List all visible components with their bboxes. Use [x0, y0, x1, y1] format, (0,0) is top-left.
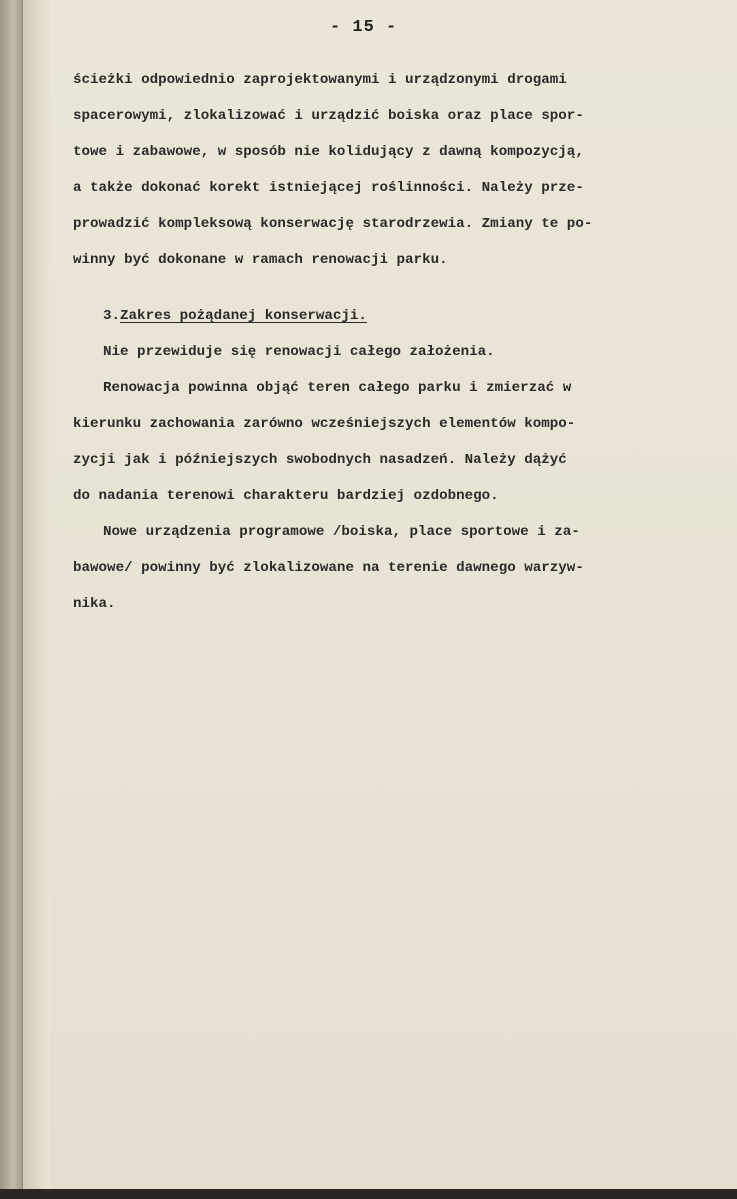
paragraph-1-line: a także dokonać korekt istniejącej roślinności. Należy prze-	[73, 180, 584, 196]
section-heading	[73, 298, 713, 334]
paragraph-1-line: winny być dokonane w ramach renowacji parku.	[73, 252, 448, 268]
document-page	[50, 0, 737, 1199]
adjacent-page-edge	[0, 0, 22, 1199]
page-number: - 15 -	[330, 18, 398, 37]
paragraph-1-line: towe i zabawowe, w sposób nie kolidujący z dawną kompozycją,	[73, 144, 584, 160]
paragraph-3-line: kierunku zachowania zarówno wcześniejszych elementów kompo-	[73, 416, 576, 432]
document-body	[73, 62, 713, 622]
paragraph-3-line: Renowacja powinna objąć teren całego parku i zmierzać w	[103, 380, 572, 396]
paragraph-4-line: bawowe/ powinny być zlokalizowane na terenie dawnego warzyw-	[73, 560, 584, 576]
scan-bottom-edge	[0, 1189, 737, 1199]
paragraph-1-line: spacerowymi, zlokalizować i urządzić boiska oraz place spor-	[73, 108, 584, 124]
paragraph-1-line: prowadzić kompleksową konserwację starodrzewia. Zmiany te po-	[73, 216, 593, 232]
paragraph-3-line: do nadania terenowi charakteru bardziej ozdobnego.	[73, 488, 499, 504]
paragraph-4-line: Nowe urządzenia programowe /boiska, place sportowe i za-	[103, 524, 580, 540]
section-title: Zakres pożądanej konserwacji.	[120, 308, 367, 324]
paragraph-1-line: ścieżki odpowiednio zaprojektowanymi i urządzonymi drogami	[73, 72, 567, 88]
paragraph-2-line: Nie przewiduje się renowacji całego założenia.	[103, 344, 495, 360]
paragraph-4-line: nika.	[73, 596, 116, 612]
page-fold-shadow	[22, 0, 51, 1199]
section-number: 3.	[103, 308, 121, 324]
paragraph-3-line: zycji jak i późniejszych swobodnych nasadzeń. Należy dążyć	[73, 452, 567, 468]
